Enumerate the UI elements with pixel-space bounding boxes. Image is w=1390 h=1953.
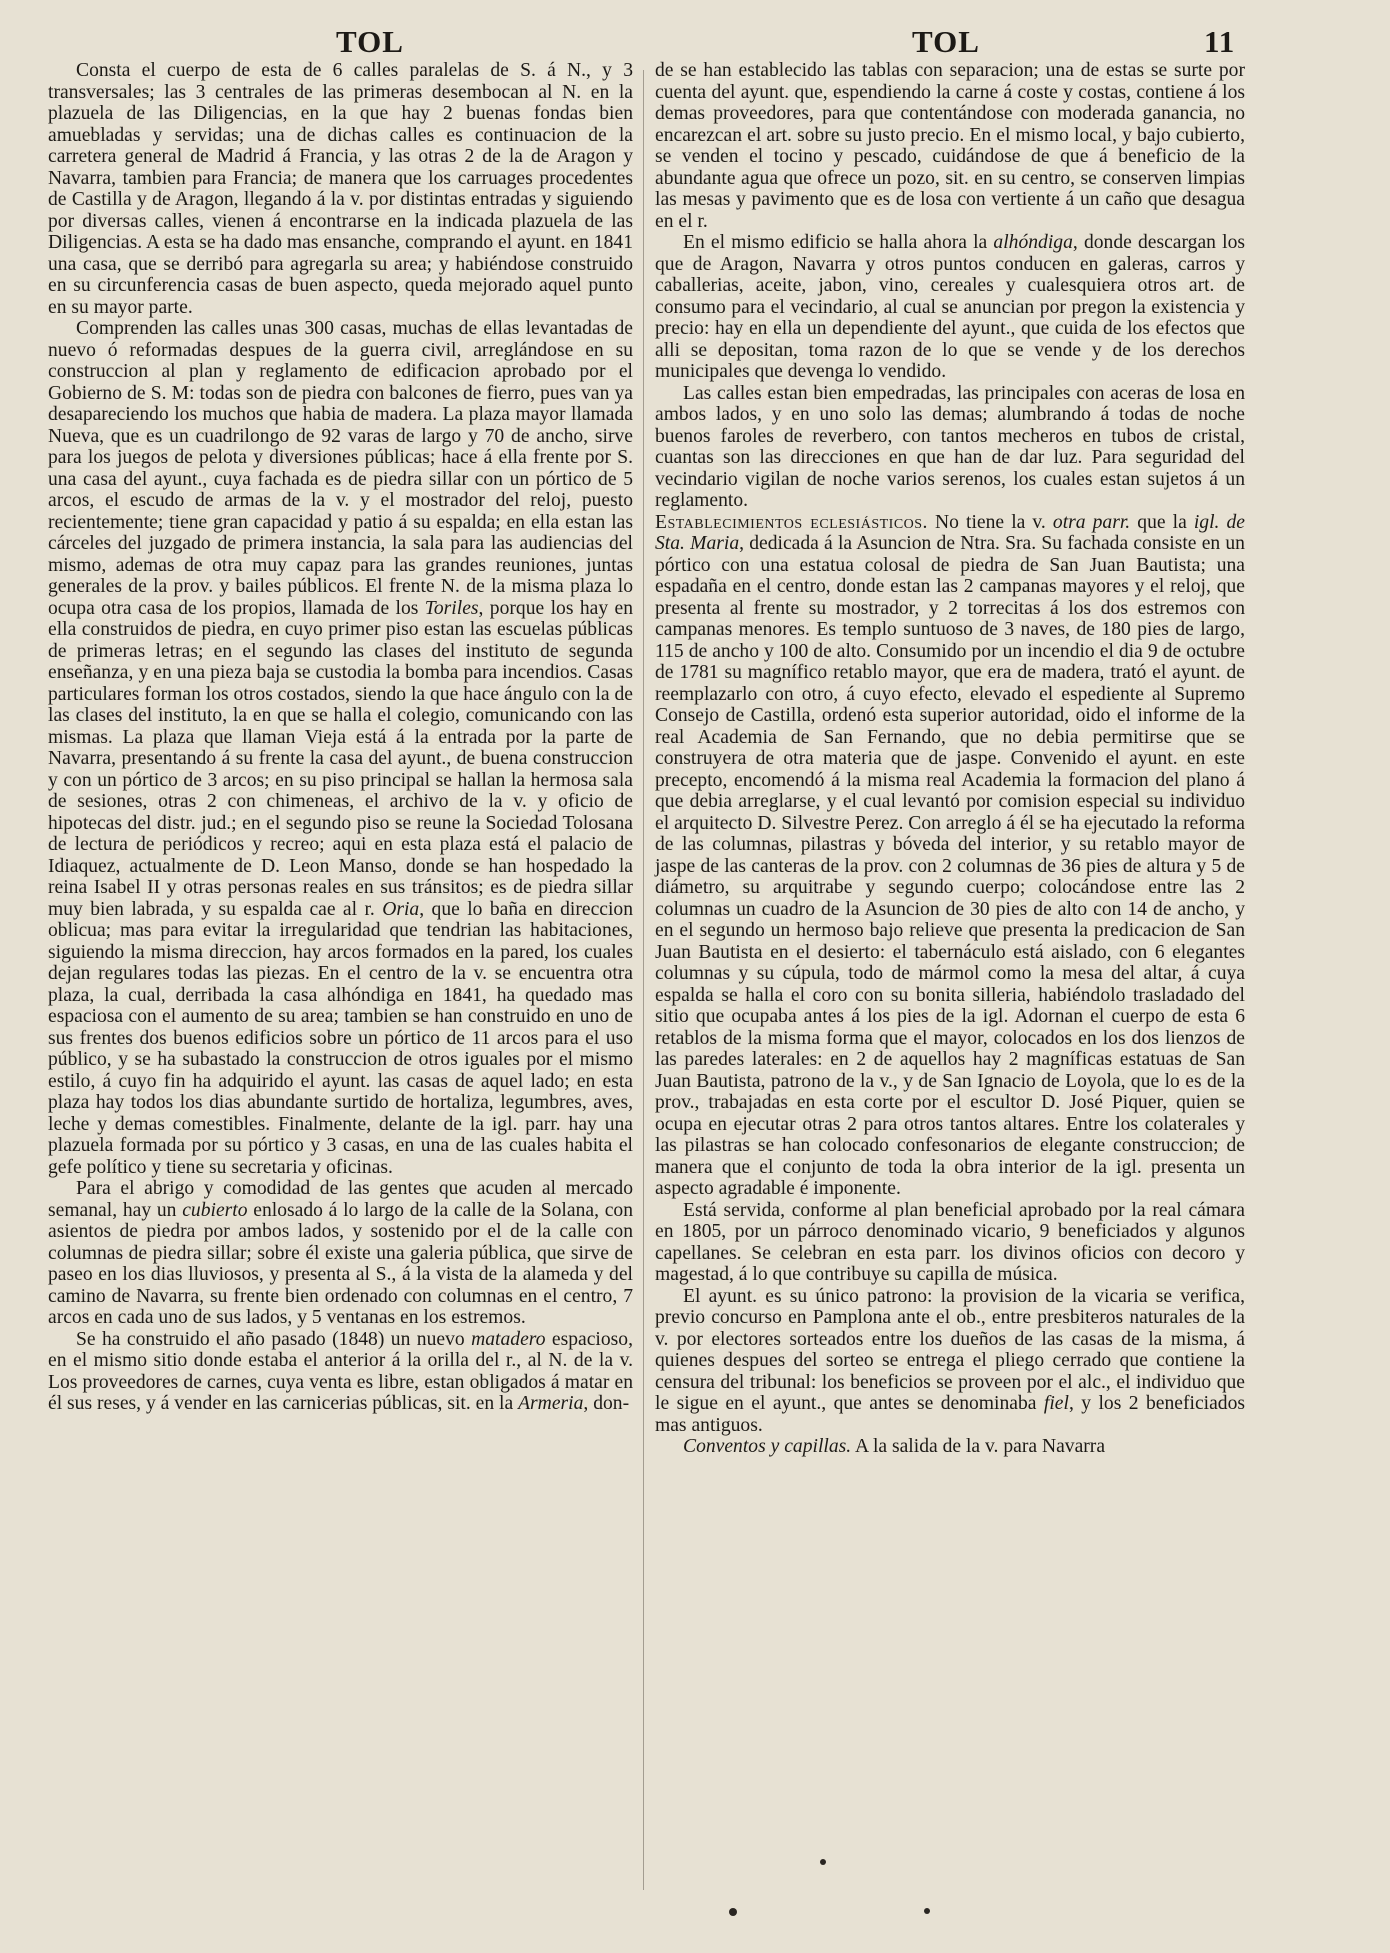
italic-term: fiel (1043, 1393, 1069, 1414)
paragraph-text: Consta el cuerpo de esta de 6 calles paralelas de S. á N., y 3 transversales; las 3 centrales de las primeras desembocan al N. en la plazuela de las Diligencias, en la que hay 2 buenas fondas bien amuebladas y servidas; una de dichas calles es continuacion de la carretera general de Madrid á Francia, y las otras 2 de la de Aragon y Navarra, tambien para Francia; de manera que los carruages procedentes de Castilla y de Aragon, llegando á la v. por distintas entradas y siguiendo por diversas calles, vienen á encontrarse en la indicada plazuela de las Diligencias. A esta se ha dado mas ensanche, comprando el ayunt. en 1841 una casa, que se derribó para agregarla su area; y habiéndose construido en su circunferencia casas de buen aspecto, queda mejorado aquel punto en su mayor parte. (48, 60, 633, 318)
paragraph-text: Se ha construido el año pasado (1848) un nuevo (76, 1328, 472, 1350)
paragraph-text: , don- (583, 1393, 630, 1414)
paragraph-text: espacioso, en el mismo sitio donde estaba el anterior á la orilla del r., al N. de la v. Los proveedores de carnes, cuya venta es libre, estan obligados á matar en él sus reses, y á vender en las carnicerias públicas, sit. en la (48, 1328, 633, 1414)
paragraph-text: Para el abrigo y comodidad de las gentes que acuden al mercado semanal, hay un (48, 1178, 633, 1221)
running-header-left: TOL (336, 24, 404, 59)
paragraph-text: El ayunt. es su único patrono: la provision de la vicaria se verifica, previo concurso en Pamplona ante el ob., entre presbiteros naturales de la v. por electores sorteados entre los dueños de las casas de la misma, á quienes despues del sorteo se entrega el pliego cerrado que contiene la censura del tribunal: los beneficios se proveen por el alc., el individuo que le sigue en el ayunt., que antes se denominaba (655, 1285, 1245, 1414)
italic-term: alhóndiga (993, 232, 1073, 253)
right-column (655, 60, 1245, 1458)
paragraph-text: Las calles estan bien empedradas, las principales con aceras de losa en ambos lados, y en uno solo las demas; alumbrando á todas de noche buenos faroles de reverbero, con tantos mecheros en tubos de cristal, cuantas son las direcciones en que han de dar luz. Para seguridad del vecindario vigilan de noche varios serenos, los cuales estan sujetos á un reglamento. (655, 382, 1245, 511)
paragraph (655, 1286, 1245, 1437)
paragraph-text: A la salida de la v. para Navarra (851, 1436, 1106, 1457)
italic-heading: Conventos y capillas. (683, 1436, 852, 1457)
paragraph-text: , y los 2 beneficiados mas antiguos. (655, 1393, 1245, 1436)
paragraph (655, 512, 1245, 1200)
paragraph (48, 60, 633, 318)
paragraph-text: , dedicada á la Asuncion de Ntra. Sra. Su fachada consiste en un pórtico con una estatua colosal de piedra de San Juan Bautista; una espadaña en el centro, donde estan las 2 campanas mayores y el reloj, que presenta al frente su mostrador, y 2 torrecitas á los dos estremos con campanas menores. Es templo suntuoso de 3 naves, de 180 pies de largo, 115 de ancho y 100 de alto. Consumido por un incendio el dia 9 de octubre de 1781 su magnífico retablo mayor, que era de madera, trató el ayunt. de reemplazarlo con otro, á cuyo efecto, elevado el espediente al Supremo Consejo de Castilla, ordenó esta superior autoridad, oido el informe de la real Academia de San Fernando, que no debia permitirse que se construyera de otra materia que de jaspe. Convenido el ayunt. en este precepto, encomendó á la misma real Academia la formacion del plano á que debia arreglarse, y el cual levantó por comision especial su individuo el arquitecto D. Silvestre Perez. Con arreglo á él se ha ejecutado la reforma de las columnas, pilastras y bóveda del interior, y su retablo mayor de jaspe de las canteras de la prov. con 2 columnas de 36 pies de altura y 5 de diámetro, su arquitrabe y segundo cuerpo; colocándose entre las 2 columnas un cuadro de la Asuncion de 30 pies de alto con 14 de ancho, y en el segundo un hermoso bajo relieve que presenta la predicacion de San Juan Bautista en el desierto: el tabernáculo está aislado, con 6 elegantes columnas y su cúpula, todo de mármol como la mesa del altar, á cuya espalda se halla el coro con su bonita silleria, habiéndolo trasladado del sitio que ocupaba antes á los pies de la igl. Adornan el cuerpo de esta 6 retablos de la misma forma que el mayor, colocados en los dos lienzos de las paredes laterales: en 2 de aquellos hay 2 magníficas estatuas de San Juan Bautista, patrono de la v., y de San Ignacio de Loyola, que lo es de la prov., trabajadas en esta corte por el escultor D. José Piquer, quien se ocupa en ejecutar otras 2 para otros tantos altares. Entre los colaterales y las pilastras se han colocado confesonarios de elegante construccion; de manera que el conjunto de toda la obra interior de la igl. presenta un aspecto agradable é imponente. (655, 533, 1245, 1199)
paragraph-text: Comprenden las calles unas 300 casas, muchas de ellas levantadas de nuevo ó reformadas despues de la guerra civil, arreglándose en su construccion al plan y reglamento de edificacion aprobado por el Gobierno de S. M: todas son de piedra con balcones de fierro, pues van ya desapareciendo los muchos que habia de madera. La plaza mayor llamada Nueva, que es un cuadrilongo de 92 varas de largo y 70 de ancho, sirve para los juegos de pelota y diversiones públicas; hace á ella frente por S. una casa del ayunt., cuya fachada es de piedra sillar con un pórtico de 5 arcos, el escudo de armas de la v. y el mostrador del reloj, puesto recientemente; tiene gran capacidad y patio á su espalda; en ella estan las cárceles del juzgado de primera instancia, la sala para las audiencias del mismo, ademas de otra muy capaz para las grandes reuniones, juntas generales de la prov. y bailes públicos. El frente N. de la misma plaza lo ocupa otra casa de los propios, llamada de los (48, 318, 633, 619)
paragraph-text: que la (1130, 511, 1194, 533)
italic-term: Oria (382, 898, 420, 920)
paragraph (48, 1178, 633, 1329)
paragraph-text: , que lo baña en direccion oblicua; mas para evitar la irregularidad que tendrian las habitaciones, siguiendo la misma direccion, hay arcos formados en la pared, los cuales dejan regulares todas las piezas. En el centro de la v. se encuentra otra plaza, la cual, derribada la casa alhóndiga en 1841, ha quedado mas espaciosa con el aumento de su area; tambien se han construido en uno de sus frentes dos buenos edificios sobre un pórtico de 11 arcos para el uso público, y se ha subastado la construccion de otros iguales por el mismo estilo, á cuyo fin ha adquirido el ayunt. las casas de aquel lado; en esta plaza hay todos los dias abundante surtido de hortaliza, legumbres, aves, leche y demas comestibles. Finalmente, delante de la igl. parr. hay una plazuela formada por su pórtico y 3 casas, en una de las cuales habita el gefe político y tiene su secretaria y oficinas. (48, 898, 634, 1178)
running-header-right: TOL (912, 24, 980, 59)
paragraph-text: enlosado á lo largo de la calle de la Solana, con asientos de piedra por ambos lados, y sostenido por el de la calle con columnas de piedra sillar; sobre él existe una galeria pública, que sirve de paseo en los dias lluviosos, y presenta al S., á la vista de la alameda y del camino de Navarra, su frente bien ordenado con columnas en el centro, 7 arcos en cada uno de sus lados, y 5 ventanas en los estremos. (48, 1199, 633, 1328)
paragraph-text: de se han establecido las tablas con separacion; una de estas se surte por cuenta del ayunt. que, espendiendo la carne á coste y costas, contiene á los demas proveedores, para que contentándose con moderada ganancia, no encarezcan el art. sobre su justo precio. En el mismo local, y bajo cubierto, se venden el tocino y pescado, cuidándose de que á beneficio de la abundante agua que ofrece un pozo, sit. en su centro, se conserven limpias las mesas y pavimento que es de losa con vertiente á un caño que desagua en el r. (655, 60, 1245, 232)
paragraph-text: En el mismo edificio se halla ahora la (683, 232, 994, 253)
paragraph (655, 232, 1245, 383)
italic-term: cubierto (182, 1199, 248, 1221)
italic-term: otra parr. (1052, 511, 1131, 533)
italic-term: Toriles (424, 597, 479, 619)
paragraph (655, 1200, 1245, 1286)
paragraph (655, 383, 1245, 512)
italic-term: matadero (471, 1328, 546, 1350)
paragraph-text: No tiene la v. (927, 511, 1053, 533)
paragraph (48, 1329, 633, 1415)
page-number: 11 (1204, 24, 1236, 59)
paragraph-text: , donde descargan los que de Aragon, Navarra y otros puntos conducen en galeras, carros y caballerias, aceite, jabon, vino, cereales y cualesquiera otros art. de consumo para el vecindario, al cual se anuncian por pregon la existencia y precio: hay en ella un dependiente del ayunt., que cuida de los efectos que alli se depositan, toma razon de lo que se vende y de los derechos municipales que devenga lo vendido. (655, 232, 1245, 382)
left-column (48, 60, 633, 1415)
italic-term: igl. de Sta. Maria (655, 511, 1245, 554)
paragraph-text: , porque los hay en ella construidos de piedra, en cuyo primer piso estan las escuelas públicas de primeras letras; en el segundo las clases del instituto de segunda enseñanza, y en una pieza baja se custodia la bomba para incendios. Casas particulares forman los otros costados, siendo la que hace ángulo con la de las clases del instituto, la en que se halla el colegio, comunicando con las mismas. La plaza que llaman Vieja está á la entrada por la parte de Navarra, presentando á su frente la casa del ayunt., de buena construccion y con un pórtico de 3 arcos; en su piso principal se hallan la hermosa sala de sesiones, otras 2 con chimeneas, el archivo de la v. y oficio de hipotecas del distr. jud.; en el segundo piso se reune la Sociedad Tolosana de lectura de periódicos y recreo; aqui en esta plaza está el palacio de Idiaquez, actualmente de D. Leon Manso, donde se han hospedado la reina Isabel II y otras personas reales en sus tránsitos; es de piedra sillar muy bien labrada, y su espalda cae al r. (48, 597, 633, 920)
section-heading: Establecimientos eclesiásticos. (655, 511, 928, 533)
italic-term: Armeria (518, 1393, 584, 1414)
paragraph-text: Está servida, conforme al plan beneficial aprobado por la real cámara en 1805, por un párroco denominado vicario, 9 beneficiados y algunos capellanes. Se celebran en esta parr. los divinos oficios con decoro y magestad, á lo que contribuye su capilla de música. (655, 1199, 1245, 1285)
column-divider (643, 70, 644, 1890)
paragraph (655, 1436, 1245, 1458)
paragraph (655, 60, 1245, 232)
paragraph (48, 318, 633, 1178)
